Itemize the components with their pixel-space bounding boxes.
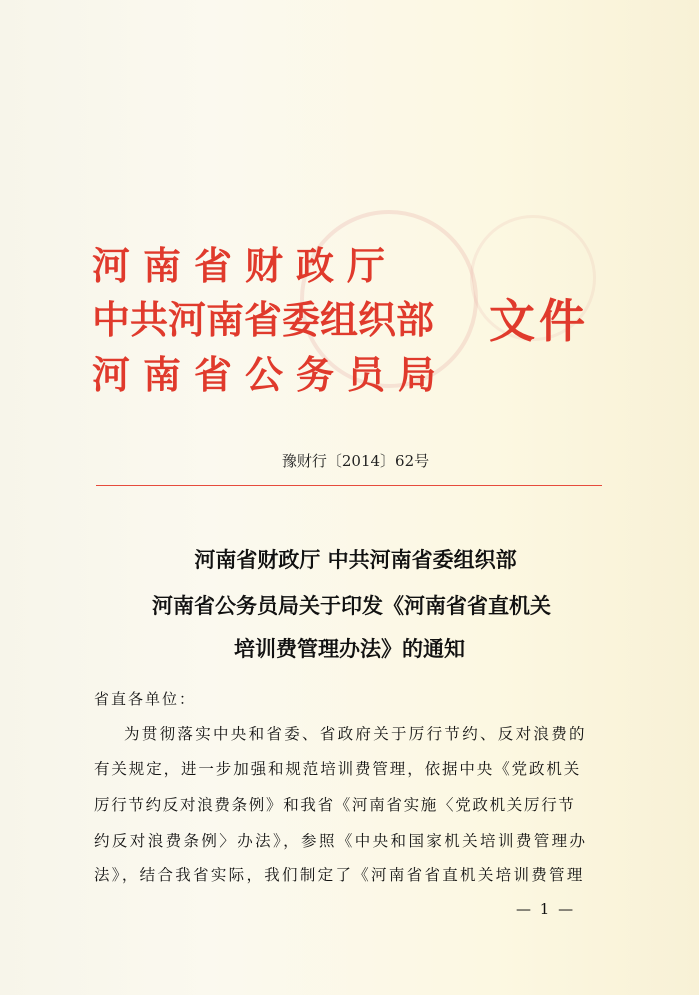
body-text-line: 法》，结合我省实际，我们制定了《河南省省直机关培训费管理	[94, 866, 585, 884]
issuer-finance-department: 河南省财政厅	[92, 243, 399, 288]
title-line: 河南省财政厅 中共河南省委组织部	[194, 547, 517, 572]
salutation: 省直各单位：	[94, 690, 197, 708]
title-line: 河南省公务员局关于印发《河南省省直机关	[152, 593, 551, 618]
body-text-line: 有关规定，进一步加强和规范培训费管理，依据中央《党政机关	[94, 760, 582, 778]
red-separator-line	[96, 485, 602, 486]
body-text-line: 厉行节约反对浪费条例》和我省《河南省实施〈党政机关厉行节	[94, 796, 576, 814]
issuer-civil-service-bureau: 河南省公务员局	[92, 352, 450, 397]
page-number: — 1 —	[516, 900, 576, 918]
body-text-line: 为贯彻落实中央和省委、省政府关于厉行节约、反对浪费的	[124, 725, 587, 743]
issuer-organization-department: 中共河南省委组织部	[92, 297, 435, 342]
body-text-line: 约反对浪费条例〉办法》，参照《中央和国家机关培训费管理办	[94, 832, 588, 850]
document-type-label: 文件	[489, 294, 589, 348]
title-line: 培训费管理办法》的通知	[234, 636, 465, 661]
document-number: 豫财行〔2014〕62号	[281, 452, 430, 470]
